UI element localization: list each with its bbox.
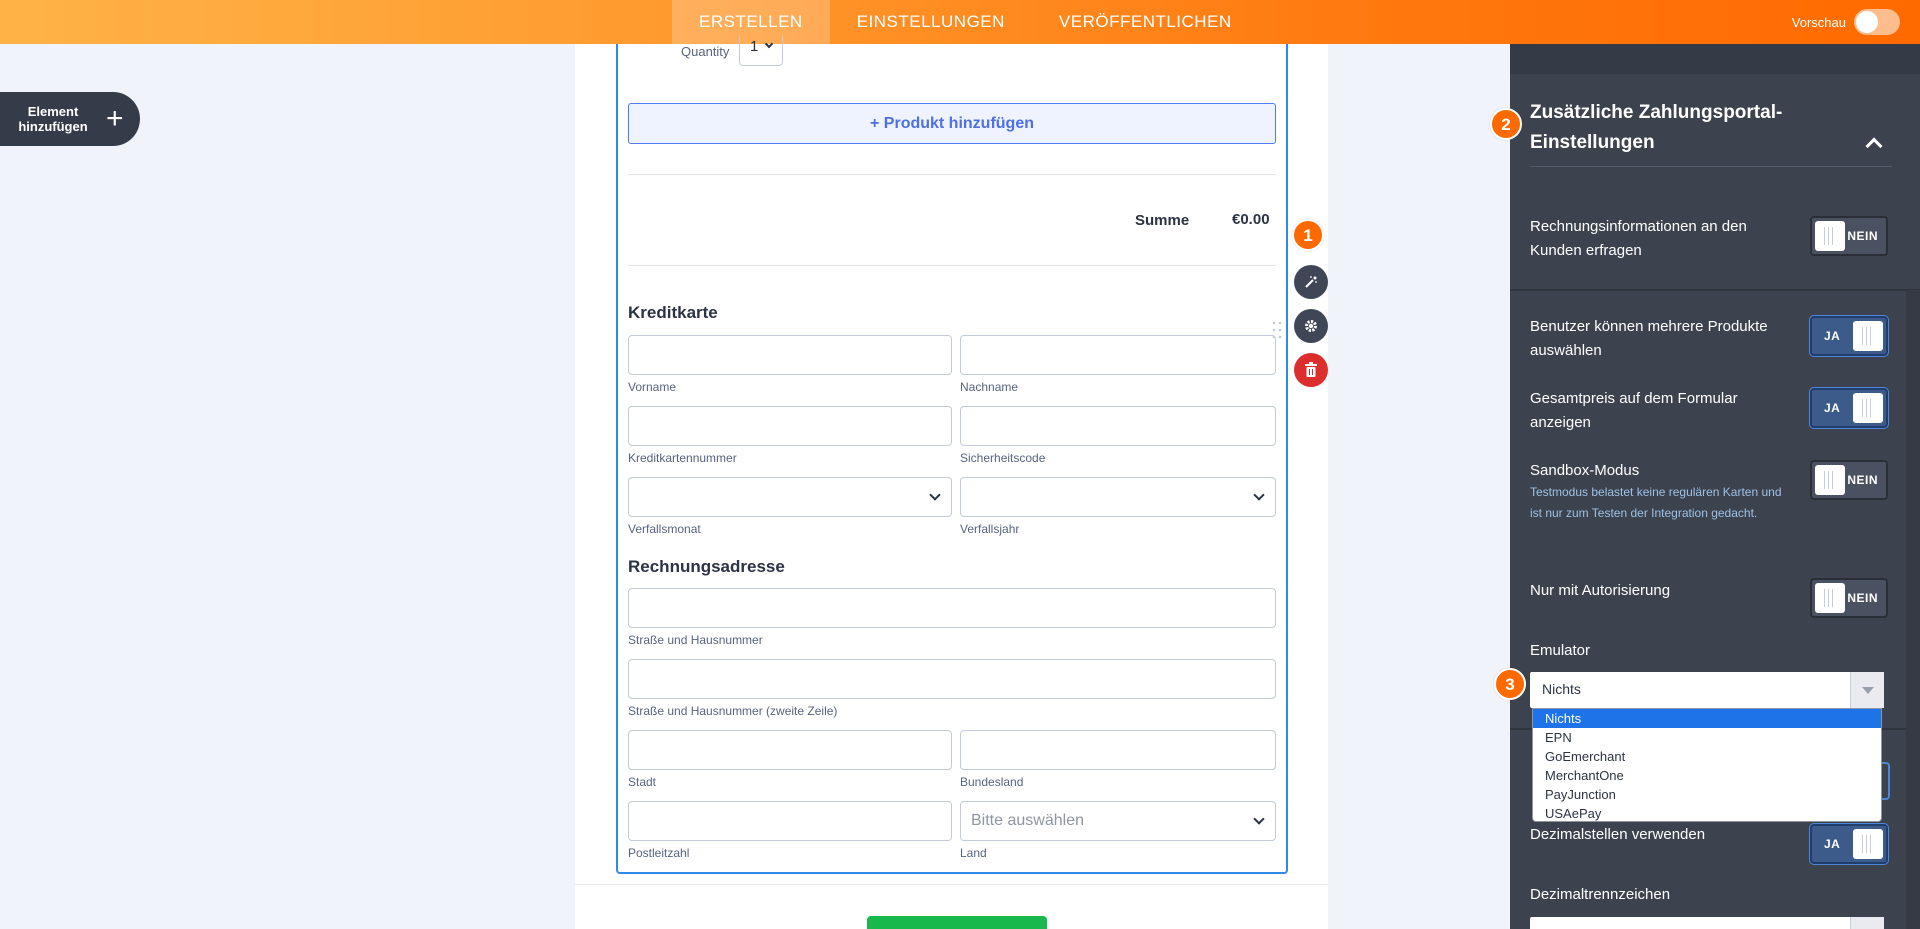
street-label: Straße und Hausnummer <box>628 633 763 647</box>
expiry-month-select[interactable] <box>628 477 952 517</box>
street2-input[interactable] <box>628 659 1276 699</box>
toggle-knob <box>1815 465 1845 495</box>
dropdown-option-epn[interactable]: EPN <box>1545 730 1572 745</box>
add-element-label-line2: hinzufügen <box>18 119 88 134</box>
chevron-down-icon <box>1253 489 1264 500</box>
zip-label: Postleitzahl <box>628 846 690 860</box>
collapse-chevron-up-icon[interactable] <box>1866 138 1883 155</box>
preview-toggle-knob <box>1856 11 1878 33</box>
gear-icon <box>1303 318 1319 334</box>
city-input[interactable] <box>628 730 952 770</box>
sandbox-option-label: Sandbox-Modus <box>1530 462 1640 479</box>
preview-toggle[interactable] <box>1854 9 1900 35</box>
decimal-separator-label: Dezimaltrennzeichen <box>1530 886 1671 903</box>
billing-info-toggle[interactable] <box>1810 216 1888 256</box>
decimals-option-label: Dezimalstellen verwenden <box>1530 826 1706 843</box>
toggle-knob <box>1815 583 1845 613</box>
toggle-state: JA <box>1824 329 1841 343</box>
chevron-down-icon <box>765 40 773 48</box>
add-element-button[interactable] <box>0 92 140 146</box>
toggle-state: NEIN <box>1847 591 1878 605</box>
submit-button[interactable] <box>867 916 1047 929</box>
plus-icon: + <box>106 102 124 135</box>
drag-handle-icon[interactable] <box>1271 320 1283 340</box>
street2-label: Straße und Hausnummer (zweite Zeile) <box>628 704 838 718</box>
properties-panel <box>1510 44 1920 929</box>
city-label: Stadt <box>628 775 657 789</box>
quantity-select[interactable] <box>739 36 783 66</box>
total-price-toggle[interactable] <box>1810 388 1888 428</box>
add-element-label <box>0 104 106 134</box>
expiry-year-label: Verfallsjahr <box>960 522 1020 536</box>
trash-icon <box>1304 362 1318 378</box>
security-code-input[interactable] <box>960 406 1276 446</box>
security-code-label: Sicherheitscode <box>960 451 1046 465</box>
delete-button[interactable] <box>1294 353 1328 387</box>
dropdown-option-nichts[interactable]: Nichts <box>1533 709 1881 728</box>
sum-value: €0.00 <box>1232 211 1270 228</box>
dropdown-option-payjunction[interactable]: PayJunction <box>1545 787 1616 802</box>
country-select[interactable] <box>960 801 1276 841</box>
toggle-knob <box>1815 221 1845 251</box>
total-price-option-label: Gesamtpreis auf dem Formular anzeigen <box>1530 390 1738 431</box>
emulator-dropdown-list <box>1532 708 1882 822</box>
chevron-down-icon <box>1253 813 1264 824</box>
auth-only-option-label: Nur mit Autorisierung <box>1530 582 1671 599</box>
tab-veroeffentlichen[interactable]: VERÖFFENTLICHEN <box>1058 12 1232 31</box>
chevron-down-icon <box>929 489 940 500</box>
decimal-separator-select[interactable] <box>1530 917 1884 929</box>
state-input[interactable] <box>960 730 1276 770</box>
divider <box>1510 289 1920 291</box>
auth-only-toggle[interactable] <box>1810 578 1888 618</box>
state-label: Bundesland <box>960 775 1024 789</box>
magic-wand-icon <box>1303 274 1319 290</box>
tab-erstellen[interactable]: ERSTELLEN <box>672 0 830 44</box>
credit-card-title: Kreditkarte <box>628 303 718 322</box>
toggle-knob <box>1853 393 1883 423</box>
dropdown-option-usaepay[interactable]: USAePay <box>1545 806 1602 821</box>
hidden-toggle-edge[interactable] <box>1882 762 1890 800</box>
magic-wand-button[interactable] <box>1294 265 1328 299</box>
multiple-products-option-label: Benutzer können mehrere Produkte auswählen <box>1530 318 1768 359</box>
last-name-input[interactable] <box>960 335 1276 375</box>
last-name-label: Nachname <box>960 380 1019 394</box>
add-element-label-line1: Element <box>27 104 79 119</box>
divider <box>1530 166 1892 167</box>
toggle-knob <box>1853 321 1883 351</box>
first-name-input[interactable] <box>628 335 952 375</box>
dropdown-option-goemerchant[interactable]: GoEmerchant <box>1545 749 1626 764</box>
billing-info-option-label: Rechnungsinformationen an den Kunden erfragen <box>1530 218 1747 259</box>
toggle-knob <box>1853 829 1883 859</box>
expiry-month-label: Verfallsmonat <box>628 522 701 536</box>
street-input[interactable] <box>628 588 1276 628</box>
sandbox-toggle[interactable] <box>1810 460 1888 500</box>
sum-label: Summe <box>1135 212 1190 229</box>
dropdown-arrow[interactable] <box>1850 672 1884 708</box>
divider <box>575 884 1328 885</box>
panel-top-strip <box>1510 44 1920 74</box>
emulator-selected-value: Nichts <box>1542 681 1581 697</box>
preview-control <box>1792 0 1900 44</box>
emulator-label: Emulator <box>1530 642 1591 659</box>
quantity-value: 1 <box>750 38 759 55</box>
zip-input[interactable] <box>628 801 952 841</box>
card-number-input[interactable] <box>628 406 952 446</box>
quantity-label: Quantity <box>681 44 730 59</box>
country-label: Land <box>960 846 987 860</box>
first-name-label: Vorname <box>628 380 677 394</box>
divider <box>628 174 1276 175</box>
multiple-products-toggle[interactable] <box>1810 316 1888 356</box>
divider <box>628 265 1276 266</box>
toggle-state: JA <box>1824 401 1841 415</box>
country-placeholder: Bitte auswählen <box>971 812 1084 829</box>
tab-einstellungen[interactable]: EINSTELLUNGEN <box>856 12 1005 31</box>
expiry-year-select[interactable] <box>960 477 1276 517</box>
preview-label: Vorschau <box>1791 14 1846 30</box>
billing-address-title: Rechnungsadresse <box>628 557 785 576</box>
top-bar <box>0 0 1920 44</box>
card-number-label: Kreditkartennummer <box>628 451 737 465</box>
dropdown-option-merchantone[interactable]: MerchantOne <box>1545 768 1624 783</box>
panel-heading: Zusätzliche Zahlungsportal-Einstellungen <box>1530 102 1783 153</box>
triangle-down-icon <box>1862 687 1874 694</box>
decimals-toggle[interactable] <box>1810 824 1888 864</box>
toggle-state: NEIN <box>1847 473 1878 487</box>
step-badge-2: 2 <box>1490 108 1522 140</box>
panel-scrollbar[interactable] <box>1906 290 1920 929</box>
step-badge-1: 1 <box>1292 219 1324 251</box>
settings-gear-button[interactable] <box>1294 309 1328 343</box>
step-badge-3: 3 <box>1494 668 1526 700</box>
add-product-button[interactable]: + Produkt hinzufügen <box>628 103 1276 144</box>
toggle-state: NEIN <box>1847 229 1878 243</box>
toggle-state: JA <box>1824 837 1841 851</box>
sandbox-option-description: Testmodus belastet keine regulären Karten und ist nur zum Testen der Integration gedacht. <box>1530 485 1782 520</box>
emulator-select[interactable] <box>1530 672 1884 708</box>
